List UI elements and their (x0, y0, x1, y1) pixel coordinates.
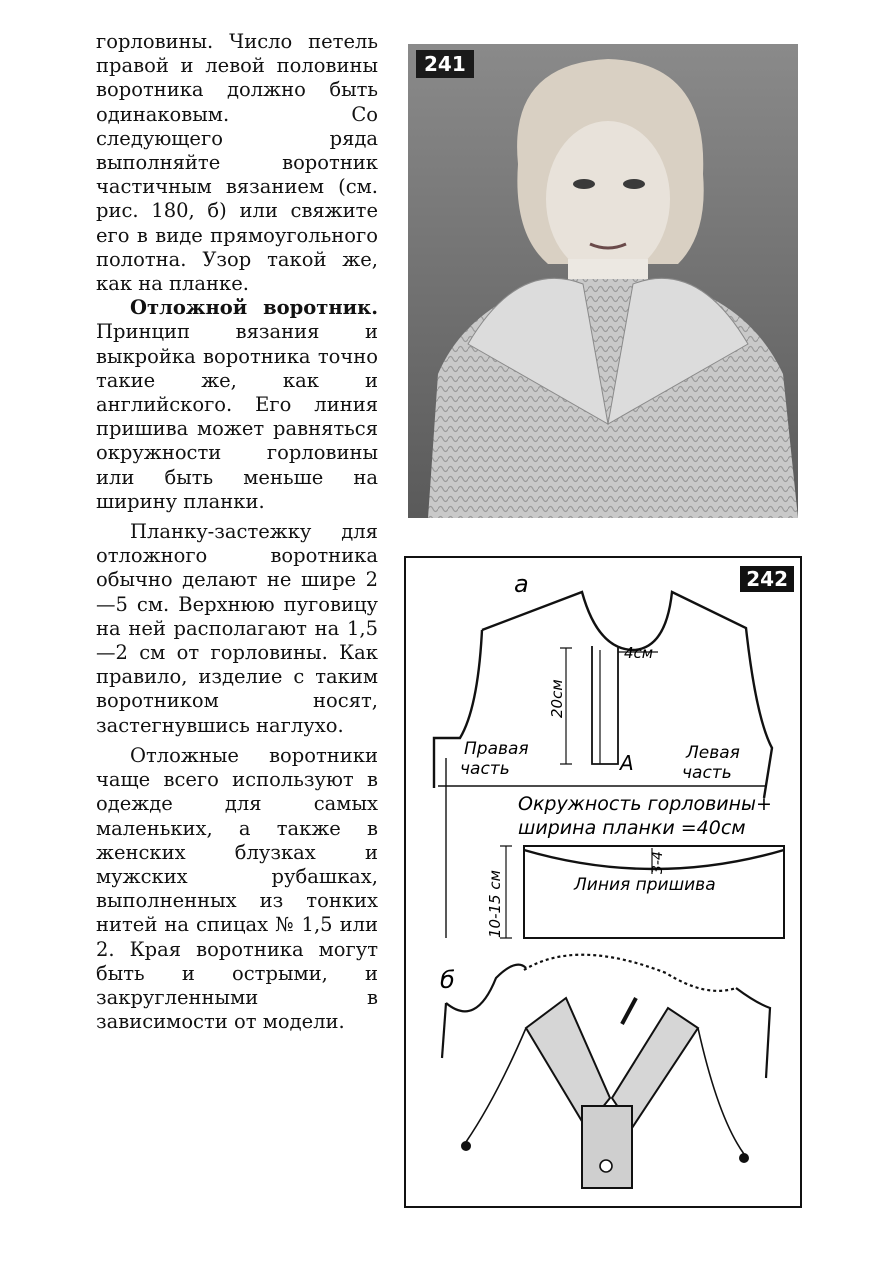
label-right-2: часть (460, 759, 510, 779)
figure-242 (404, 556, 802, 1208)
shoulder-left (446, 965, 526, 1012)
placket (592, 646, 618, 764)
button-icon (600, 1160, 612, 1172)
paragraph-1: горловины. Число петель правой и левой половины воротника должно быть одинаковым. Со следующего ряда выполняйте воротник частичным вязанием (см. рис. 180, б) или свяжите его в виде прямоугольного полотна. Узор такой же, как на планке. (96, 30, 378, 296)
label-10-15cm: 10-15 см (486, 870, 504, 938)
tie-right (698, 1028, 744, 1154)
label-A: А (620, 751, 634, 775)
tie-end-left-icon (461, 1141, 471, 1151)
label-part-a: а (514, 570, 529, 598)
label-seam-line: Линия пришива (574, 875, 716, 895)
label-left-2: часть (682, 763, 732, 783)
tie-end-right-icon (739, 1153, 749, 1163)
label-part-b: б (440, 966, 455, 994)
paragraph-4: Отложные воротники чаще всего используют в одежде для самых маленьких, а также в женских блузках и мужских рубашках, выполненных из тонких нитей на спицах № 1,5 или 2. Края воротника могут быть и острыми, и закругленными в зависимости от модели. (96, 743, 378, 1034)
label-4cm: 4см (624, 644, 654, 662)
needle-icon (622, 998, 636, 1024)
face (546, 121, 670, 277)
label-20cm: 20см (548, 679, 566, 718)
label-3-4: 3-4 (650, 851, 666, 874)
section-title: Отложной воротник. (130, 296, 378, 320)
paragraph-3: Планку-застежку для отложного воротника обычно делают не шире 2—5 см. Верхнюю пуговицу на ней располагают на 1,5—2 см от горловины. Как правило, изделие с таким воротником носят, застегнувшись наглухо. (96, 520, 378, 737)
label-right-1: Правая (464, 739, 529, 759)
photo-number: 241 (416, 50, 474, 78)
photo-illustration (408, 44, 798, 518)
paragraph-2 (96, 296, 378, 514)
label-left-1: Левая (686, 743, 740, 763)
formula-line-1: Окружность горловины+ (518, 793, 772, 815)
tie-left (466, 1028, 526, 1142)
pattern-diagram (406, 558, 800, 1206)
paragraph-2-body: Принцип вязания и выкройка воротника точно такие же, как и английского. Его линия пришива может равняться окружности горловины или быть меньше на ширину планки. (96, 320, 378, 513)
figure-number: 242 (740, 566, 794, 592)
neck-edge (524, 955, 736, 991)
photo-241 (408, 44, 798, 518)
text-column (96, 30, 378, 1034)
formula-line-2: ширина планки =40см (518, 817, 746, 839)
shoulder-right (736, 988, 770, 1078)
placket-knit (582, 1106, 632, 1188)
